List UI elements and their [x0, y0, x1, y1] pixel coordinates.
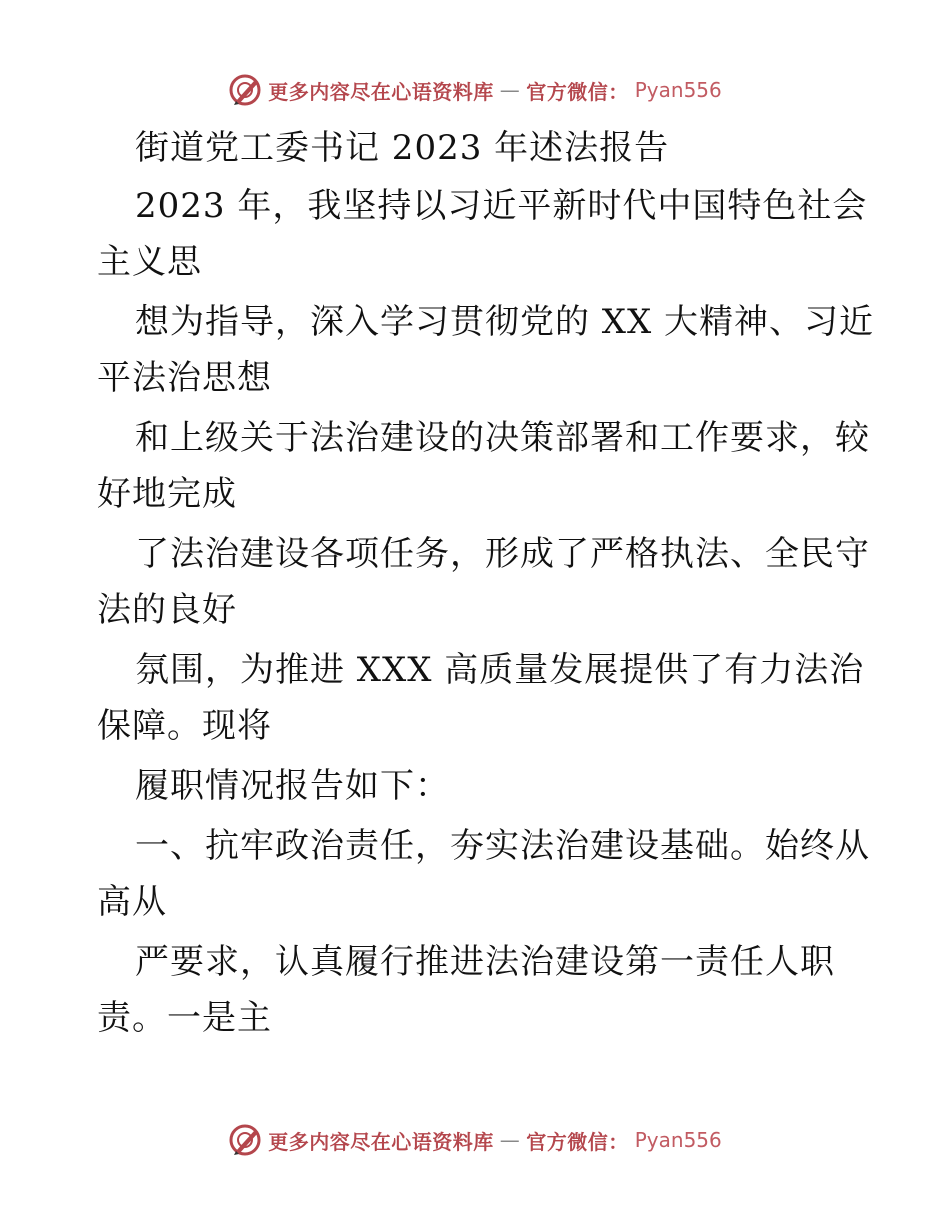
watermark-footer — [0, 1120, 950, 1160]
watermark-header — [0, 70, 950, 110]
watermark-text: 更多内容尽在心语资料库 — [268, 79, 494, 104]
watermark-dash: — — [499, 1128, 521, 1152]
paragraph-line: 严要求，认真履行推进法治建设第一责任人职 — [135, 942, 835, 982]
watermark-suffix: 官方微信： — [526, 79, 629, 104]
paragraph-line: 想为指导，深入学习贯彻党的 XX 大精神、习近 — [135, 302, 875, 342]
paragraph-line: 平法治思想 — [97, 358, 272, 398]
paragraph-line: 法的良好 — [97, 590, 237, 630]
watermark-dash: — — [499, 78, 521, 102]
paragraph-line: 一、抗牢政治责任，夯实法治建设基础。始终从 — [135, 826, 870, 866]
paragraph-line: 主义思 — [97, 242, 202, 282]
watermark-wechat-id: Pyan556 — [634, 78, 722, 102]
paragraph-line: 和上级关于法治建设的决策部署和工作要求，较 — [135, 418, 870, 458]
watermark-text: 更多内容尽在心语资料库 — [268, 1129, 494, 1154]
paragraph-line: 责。一是主 — [97, 998, 272, 1038]
paragraph-line: 履职情况报告如下： — [135, 766, 450, 806]
paragraph-line: 好地完成 — [97, 474, 237, 514]
paragraph-line: 保障。现将 — [97, 706, 272, 746]
paragraph-line: 2023 年，我坚持以习近平新时代中国特色社会 — [135, 186, 868, 226]
paragraph-line: 了法治建设各项任务，形成了严格执法、全民守 — [135, 534, 870, 574]
pen-logo-icon — [228, 1123, 262, 1157]
paragraph-line: 高从 — [97, 882, 167, 922]
watermark-wechat-id: Pyan556 — [634, 1128, 722, 1152]
document-title: 街道党工委书记 2023 年述法报告 — [135, 128, 670, 168]
pen-logo-icon — [228, 73, 262, 107]
paragraph-line: 氛围，为推进 XXX 高质量发展提供了有力法治 — [135, 650, 865, 690]
watermark-suffix: 官方微信： — [526, 1129, 629, 1154]
